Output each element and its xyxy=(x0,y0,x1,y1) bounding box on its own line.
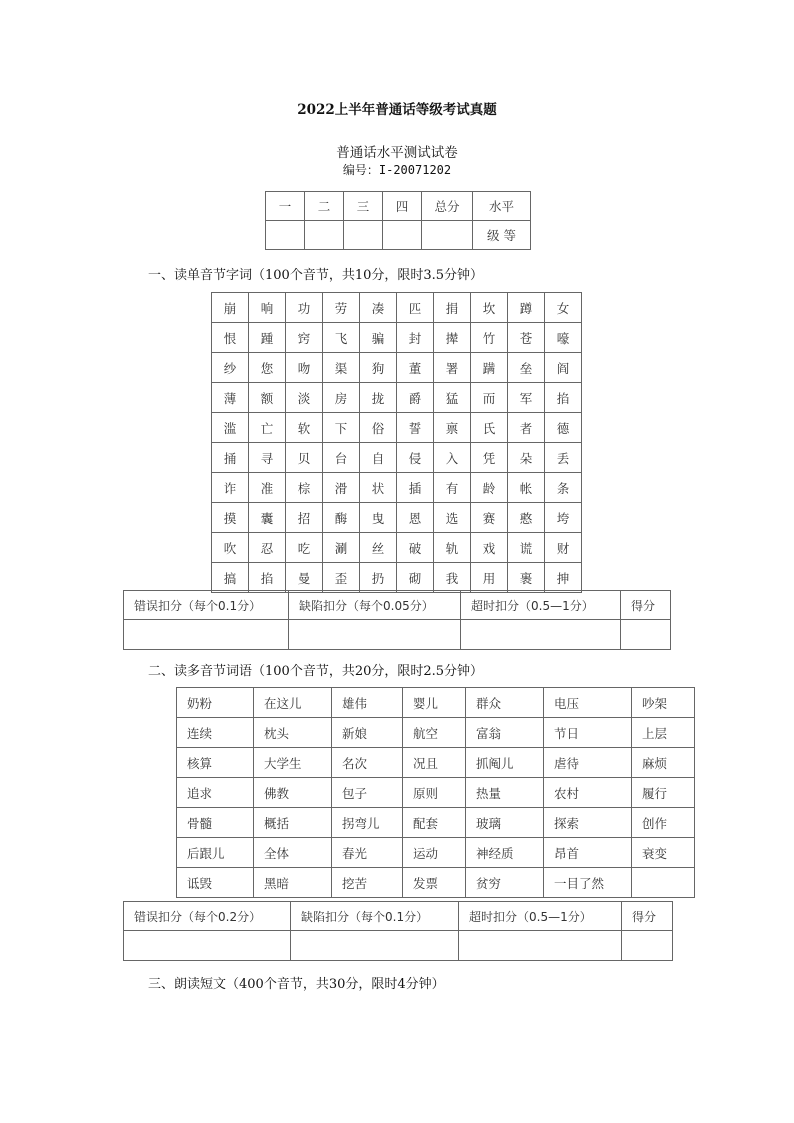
char-cell: 蹒 xyxy=(471,353,508,383)
score-header-row xyxy=(266,192,531,221)
char-cell: 戏 xyxy=(471,533,508,563)
char-cell: 自 xyxy=(360,443,397,473)
char-cell: 封 xyxy=(397,323,434,353)
word-cell: 玻璃 xyxy=(466,808,544,838)
char-cell: 搞 xyxy=(212,563,249,593)
deduction-blank-cell xyxy=(622,931,673,961)
char-cell: 条 xyxy=(545,473,582,503)
score-blank-cell xyxy=(266,221,305,250)
char-cell: 军 xyxy=(508,383,545,413)
char-cell: 恩 xyxy=(397,503,434,533)
deduction-blank-cell xyxy=(289,620,461,650)
char-cell: 酶 xyxy=(323,503,360,533)
char-cell: 禀 xyxy=(434,413,471,443)
char-cell: 而 xyxy=(471,383,508,413)
char-cell: 恨 xyxy=(212,323,249,353)
score-header-cell: 水平 xyxy=(473,192,531,221)
score-label: 得分 xyxy=(621,591,671,620)
word-cell: 包子 xyxy=(332,778,403,808)
char-cell: 凑 xyxy=(360,293,397,323)
word-cell: 后跟儿 xyxy=(177,838,254,868)
word-cell: 麻烦 xyxy=(632,748,695,778)
word-cell: 一目了然 xyxy=(544,868,632,898)
char-cell: 爵 xyxy=(397,383,434,413)
char-grid-row xyxy=(212,353,582,383)
char-cell: 轨 xyxy=(434,533,471,563)
score-header-cell: 总分 xyxy=(422,192,473,221)
char-cell: 侵 xyxy=(397,443,434,473)
char-cell: 署 xyxy=(434,353,471,383)
word-cell: 全体 xyxy=(254,838,332,868)
section1-heading: 一、读单音节字词（100个音节，共10分，限时3.5分钟） xyxy=(148,268,484,283)
section2-heading: 二、读多音节词语（100个音节，共20分，限时2.5分钟） xyxy=(148,664,484,679)
char-cell: 台 xyxy=(323,443,360,473)
section2-deduction-table xyxy=(123,901,673,961)
score-blank-cell xyxy=(383,221,422,250)
word-grid-row xyxy=(177,778,695,808)
char-cell: 狗 xyxy=(360,353,397,383)
defect-deduction-label: 缺陷扣分（每个0.1分） xyxy=(291,902,459,931)
word-cell: 概括 xyxy=(254,808,332,838)
char-cell: 纱 xyxy=(212,353,249,383)
word-cell: 创作 xyxy=(632,808,695,838)
word-cell: 大学生 xyxy=(254,748,332,778)
char-cell: 响 xyxy=(249,293,286,323)
char-cell: 渠 xyxy=(323,353,360,383)
score-header-cell: 二 xyxy=(305,192,344,221)
single-syllable-grid xyxy=(211,292,582,593)
word-cell: 挖苦 xyxy=(332,868,403,898)
char-cell: 坎 xyxy=(471,293,508,323)
word-cell: 在这儿 xyxy=(254,688,332,718)
word-cell: 电压 xyxy=(544,688,632,718)
deduction-blank-row xyxy=(124,620,671,650)
paper-serial-number: 编号：I-20071202 xyxy=(342,163,452,177)
score-header-cell: 四 xyxy=(383,192,422,221)
char-cell: 亡 xyxy=(249,413,286,443)
char-cell: 凭 xyxy=(471,443,508,473)
defect-deduction-label: 缺陷扣分（每个0.05分） xyxy=(289,591,461,620)
char-cell: 垒 xyxy=(508,353,545,383)
char-cell: 功 xyxy=(286,293,323,323)
char-cell: 吃 xyxy=(286,533,323,563)
error-deduction-label: 错误扣分（每个0.2分） xyxy=(124,902,291,931)
char-cell: 歪 xyxy=(323,563,360,593)
score-label: 得分 xyxy=(622,902,673,931)
char-cell: 财 xyxy=(545,533,582,563)
word-cell: 配套 xyxy=(403,808,466,838)
char-cell: 摸 xyxy=(212,503,249,533)
word-cell: 抓阄儿 xyxy=(466,748,544,778)
char-cell: 房 xyxy=(323,383,360,413)
deduction-blank-row xyxy=(124,931,673,961)
word-cell: 诋毁 xyxy=(177,868,254,898)
word-grid-row xyxy=(177,868,695,898)
char-grid-row xyxy=(212,533,582,563)
word-cell: 贫穷 xyxy=(466,868,544,898)
char-cell: 谎 xyxy=(508,533,545,563)
deduction-blank-cell xyxy=(291,931,459,961)
deduction-header-row xyxy=(124,902,673,931)
deduction-blank-cell xyxy=(124,931,291,961)
char-cell: 囊 xyxy=(249,503,286,533)
char-cell: 者 xyxy=(508,413,545,443)
word-cell: 节日 xyxy=(544,718,632,748)
char-cell: 踵 xyxy=(249,323,286,353)
word-cell: 骨髓 xyxy=(177,808,254,838)
grade-label-cell: 级 等 xyxy=(473,221,531,250)
char-cell: 嚎 xyxy=(545,323,582,353)
char-cell: 棕 xyxy=(286,473,323,503)
char-cell: 吻 xyxy=(286,353,323,383)
word-cell: 况且 xyxy=(403,748,466,778)
char-cell: 匹 xyxy=(397,293,434,323)
char-cell: 破 xyxy=(397,533,434,563)
char-cell: 滑 xyxy=(323,473,360,503)
char-cell: 阎 xyxy=(545,353,582,383)
word-cell: 婴儿 xyxy=(403,688,466,718)
word-cell: 追求 xyxy=(177,778,254,808)
score-header-cell: 一 xyxy=(266,192,305,221)
overtime-deduction-label: 超时扣分（0.5—1分） xyxy=(459,902,622,931)
word-cell: 神经质 xyxy=(466,838,544,868)
char-cell: 淡 xyxy=(286,383,323,413)
char-cell: 德 xyxy=(545,413,582,443)
word-cell: 名次 xyxy=(332,748,403,778)
char-cell: 丢 xyxy=(545,443,582,473)
char-cell: 劳 xyxy=(323,293,360,323)
char-cell: 贝 xyxy=(286,443,323,473)
word-cell: 拐弯儿 xyxy=(332,808,403,838)
char-cell: 额 xyxy=(249,383,286,413)
score-summary-table xyxy=(265,191,531,250)
char-grid-row xyxy=(212,563,582,593)
char-cell: 曳 xyxy=(360,503,397,533)
char-cell: 有 xyxy=(434,473,471,503)
char-cell: 龄 xyxy=(471,473,508,503)
paper-subtitle: 普通话水平测试试卷 xyxy=(336,145,458,161)
char-cell: 抻 xyxy=(545,563,582,593)
char-cell: 插 xyxy=(397,473,434,503)
char-cell: 捅 xyxy=(212,443,249,473)
word-cell: 奶粉 xyxy=(177,688,254,718)
word-cell: 连续 xyxy=(177,718,254,748)
word-cell: 上层 xyxy=(632,718,695,748)
word-cell: 雄伟 xyxy=(332,688,403,718)
score-blank-cell xyxy=(344,221,383,250)
deduction-header-row xyxy=(124,591,671,620)
char-cell: 软 xyxy=(286,413,323,443)
deduction-blank-cell xyxy=(459,931,622,961)
overtime-deduction-label: 超时扣分（0.5—1分） xyxy=(461,591,621,620)
char-cell: 薄 xyxy=(212,383,249,413)
char-cell: 窍 xyxy=(286,323,323,353)
word-cell: 农村 xyxy=(544,778,632,808)
deduction-blank-cell xyxy=(621,620,671,650)
word-cell: 新娘 xyxy=(332,718,403,748)
char-cell: 朵 xyxy=(508,443,545,473)
char-cell: 我 xyxy=(434,563,471,593)
char-cell: 掐 xyxy=(249,563,286,593)
char-cell: 骗 xyxy=(360,323,397,353)
char-cell: 捐 xyxy=(434,293,471,323)
char-cell: 滥 xyxy=(212,413,249,443)
char-cell: 丝 xyxy=(360,533,397,563)
char-cell: 扔 xyxy=(360,563,397,593)
score-value-row xyxy=(266,221,531,250)
word-cell: 佛教 xyxy=(254,778,332,808)
score-blank-cell xyxy=(305,221,344,250)
char-cell: 崩 xyxy=(212,293,249,323)
word-grid-row xyxy=(177,718,695,748)
exam-title: 2022上半年普通话等级考试真题 xyxy=(297,102,497,118)
word-cell: 探索 xyxy=(544,808,632,838)
char-grid-row xyxy=(212,413,582,443)
char-cell: 下 xyxy=(323,413,360,443)
char-cell: 帐 xyxy=(508,473,545,503)
section1-deduction-table xyxy=(123,590,671,650)
char-grid-row xyxy=(212,473,582,503)
char-cell: 憨 xyxy=(508,503,545,533)
char-cell: 寻 xyxy=(249,443,286,473)
char-cell: 选 xyxy=(434,503,471,533)
word-cell: 热量 xyxy=(466,778,544,808)
char-grid-row xyxy=(212,503,582,533)
word-cell: 群众 xyxy=(466,688,544,718)
word-cell: 履行 xyxy=(632,778,695,808)
char-grid-row xyxy=(212,443,582,473)
char-cell: 苍 xyxy=(508,323,545,353)
char-cell: 忍 xyxy=(249,533,286,563)
char-cell: 状 xyxy=(360,473,397,503)
char-cell: 掐 xyxy=(545,383,582,413)
score-header-cell: 三 xyxy=(344,192,383,221)
char-cell: 氏 xyxy=(471,413,508,443)
char-cell: 涮 xyxy=(323,533,360,563)
char-cell: 竹 xyxy=(471,323,508,353)
word-cell: 发票 xyxy=(403,868,466,898)
char-cell: 赛 xyxy=(471,503,508,533)
word-cell: 原则 xyxy=(403,778,466,808)
error-deduction-label: 错误扣分（每个0.1分） xyxy=(124,591,289,620)
word-cell: 吵架 xyxy=(632,688,695,718)
char-cell: 您 xyxy=(249,353,286,383)
char-cell: 垮 xyxy=(545,503,582,533)
char-cell: 俗 xyxy=(360,413,397,443)
word-cell: 富翁 xyxy=(466,718,544,748)
char-cell: 飞 xyxy=(323,323,360,353)
char-cell: 董 xyxy=(397,353,434,383)
char-cell: 曼 xyxy=(286,563,323,593)
char-cell: 招 xyxy=(286,503,323,533)
word-grid-row xyxy=(177,838,695,868)
char-cell: 蹲 xyxy=(508,293,545,323)
word-cell xyxy=(632,868,695,898)
multi-syllable-grid xyxy=(176,687,695,898)
char-cell: 拢 xyxy=(360,383,397,413)
char-cell: 裹 xyxy=(508,563,545,593)
section3-heading: 三、朗读短文（400个音节，共30分，限时4分钟） xyxy=(148,977,445,992)
char-cell: 女 xyxy=(545,293,582,323)
char-cell: 砌 xyxy=(397,563,434,593)
deduction-blank-cell xyxy=(461,620,621,650)
char-grid-row xyxy=(212,323,582,353)
score-blank-cell xyxy=(422,221,473,250)
char-cell: 吹 xyxy=(212,533,249,563)
char-cell: 诈 xyxy=(212,473,249,503)
word-cell: 航空 xyxy=(403,718,466,748)
deduction-blank-cell xyxy=(124,620,289,650)
word-grid-row xyxy=(177,688,695,718)
char-cell: 誓 xyxy=(397,413,434,443)
char-cell: 准 xyxy=(249,473,286,503)
word-cell: 昂首 xyxy=(544,838,632,868)
word-cell: 黑暗 xyxy=(254,868,332,898)
char-cell: 撵 xyxy=(434,323,471,353)
word-grid-row xyxy=(177,808,695,838)
char-cell: 用 xyxy=(471,563,508,593)
word-cell: 运动 xyxy=(403,838,466,868)
char-grid-row xyxy=(212,293,582,323)
word-cell: 春光 xyxy=(332,838,403,868)
char-cell: 入 xyxy=(434,443,471,473)
word-cell: 虐待 xyxy=(544,748,632,778)
word-cell: 衰变 xyxy=(632,838,695,868)
word-cell: 核算 xyxy=(177,748,254,778)
word-cell: 枕头 xyxy=(254,718,332,748)
char-cell: 猛 xyxy=(434,383,471,413)
word-grid-row xyxy=(177,748,695,778)
char-grid-row xyxy=(212,383,582,413)
